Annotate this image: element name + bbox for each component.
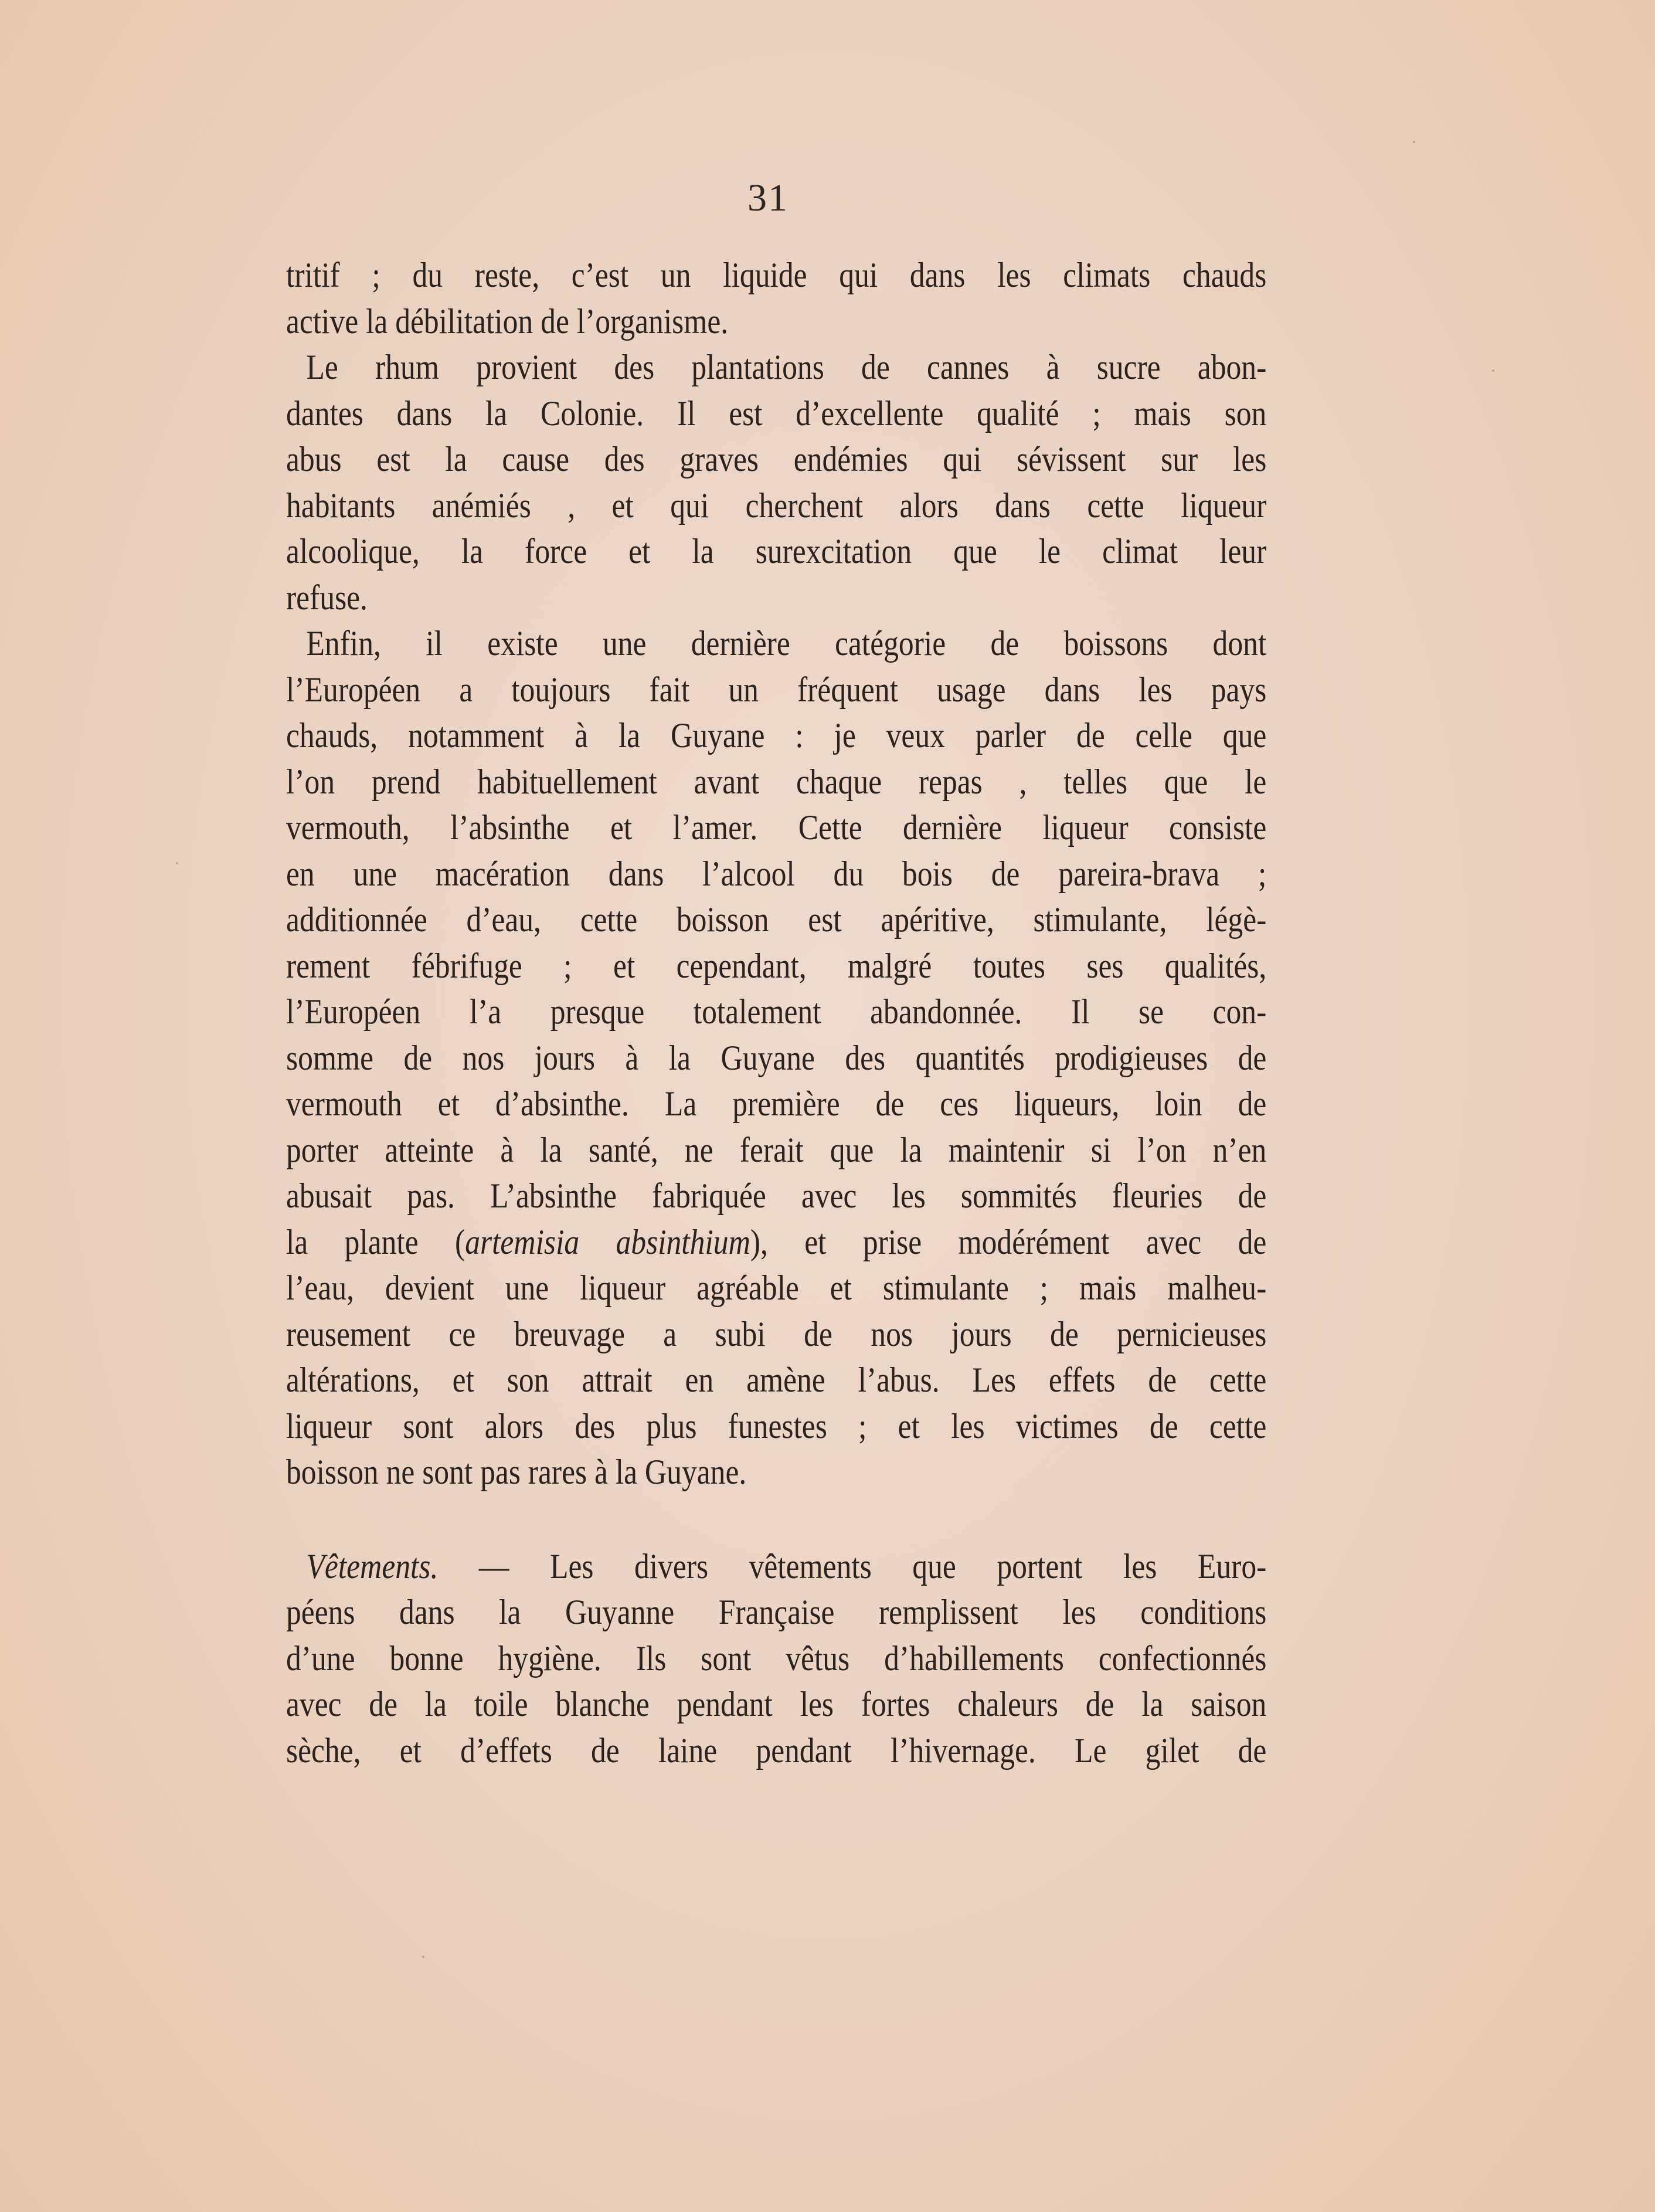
text-line: vermouth, l’absinthe et l’amer. Cette dernière liqueur consiste (286, 808, 1267, 847)
page-number: 31 (747, 177, 789, 219)
text-line: dantes dans la Colonie. Il est d’excellente qualité ; mais son (286, 393, 1267, 433)
text-line: l’Européen a toujours fait un fréquent usage dans les pays (286, 670, 1267, 709)
text-line: liqueur sont alors des plus funestes ; et les victimes de cette (286, 1406, 1267, 1446)
text-line: avec de la toile blanche pendant les fortes chaleurs de la saison (286, 1685, 1267, 1724)
text-line: altérations, et son attrait en amène l’abus. Les effets de cette (286, 1361, 1267, 1399)
text-line: additionnée d’eau, cette boisson est apéritive, stimulante, légè- (286, 900, 1267, 939)
paper-speck (422, 1956, 424, 1958)
paper-speck (1492, 369, 1494, 372)
text-line: active la débilitation de l’organisme. (286, 301, 729, 341)
text-line: l’eau, devient une liqueur agréable et stimulante ; mais malheu- (286, 1268, 1267, 1307)
text-line: en une macération dans l’alcool du bois de pareira-brava ; (286, 854, 1267, 893)
text-line: somme de nos jours à la Guyane des quantités prodigieuses de (286, 1038, 1267, 1077)
paper-speck (1413, 141, 1415, 143)
body-text (286, 252, 1266, 1773)
text-line: Le rhum provient des plantations de cannes à sucre abon- (306, 348, 1267, 386)
text-line: l’on prend habituellement avant chaque repas , telles que le (286, 762, 1267, 801)
text-line: boisson ne sont pas rares à la Guyane. (286, 1453, 747, 1491)
text-line: d’une bonne hygiène. Ils sont vêtus d’habillements confectionnés (286, 1638, 1267, 1678)
paragraph-vetements (286, 1543, 1266, 1774)
section-heading: Vêtements. (306, 1546, 439, 1586)
paragraph-continuation (286, 252, 1266, 344)
text-fragment: Les divers vêtements que portent les Euro- (549, 1546, 1267, 1586)
text-line: refuse. (286, 578, 368, 617)
text-line: Enfin, il existe une dernière catégorie de boissons dont (306, 624, 1267, 663)
text-line: alcoolique, la force et la surexcitation que le climat leur (286, 532, 1267, 571)
text-fragment: ), et prise modérément avec de (750, 1222, 1267, 1261)
text-line: abusait pas. L’absinthe fabriquée avec les sommités fleuries de (286, 1176, 1267, 1215)
text-line: l’Européen l’a presque totalement abandonnée. Il se con- (286, 992, 1267, 1031)
text-line: chauds, notamment à la Guyane : je veux parler de celle que (286, 716, 1267, 755)
text-line: tritif ; du reste, c’est un liquide qui dans les climats chauds (286, 256, 1267, 294)
text-line: rement fébrifuge ; et cependant, malgré toutes ses qualités, (286, 946, 1267, 985)
text-fragment: la plante ( (286, 1222, 465, 1261)
latin-plant-name: artemisia absinthium (465, 1222, 750, 1261)
text-line: péens dans la Guyanne Française remplissent les conditions (286, 1593, 1267, 1631)
text-line: habitants anémiés , et qui cherchent alors dans cette liqueur (286, 486, 1267, 525)
paragraph-rhum (286, 344, 1266, 620)
text-line: sèche, et d’effets de laine pendant l’hivernage. Le gilet de (286, 1731, 1267, 1770)
paragraph-aperitifs (286, 620, 1266, 1495)
text-line-with-italic (286, 1219, 1266, 1266)
em-dash: — (438, 1546, 550, 1586)
section-heading-line (286, 1543, 1266, 1590)
paper-speck (176, 862, 178, 864)
text-line: abus est la cause des graves endémies qui sévissent sur les (286, 440, 1267, 479)
text-line: vermouth et d’absinthe. La première de ces liqueurs, loin de (286, 1084, 1267, 1123)
text-line: reusement ce breuvage a subi de nos jours de pernicieuses (286, 1314, 1267, 1353)
text-line: porter atteinte à la santé, ne ferait que la maintenir si l’on n’en (286, 1130, 1267, 1169)
section-gap (286, 1495, 1266, 1543)
